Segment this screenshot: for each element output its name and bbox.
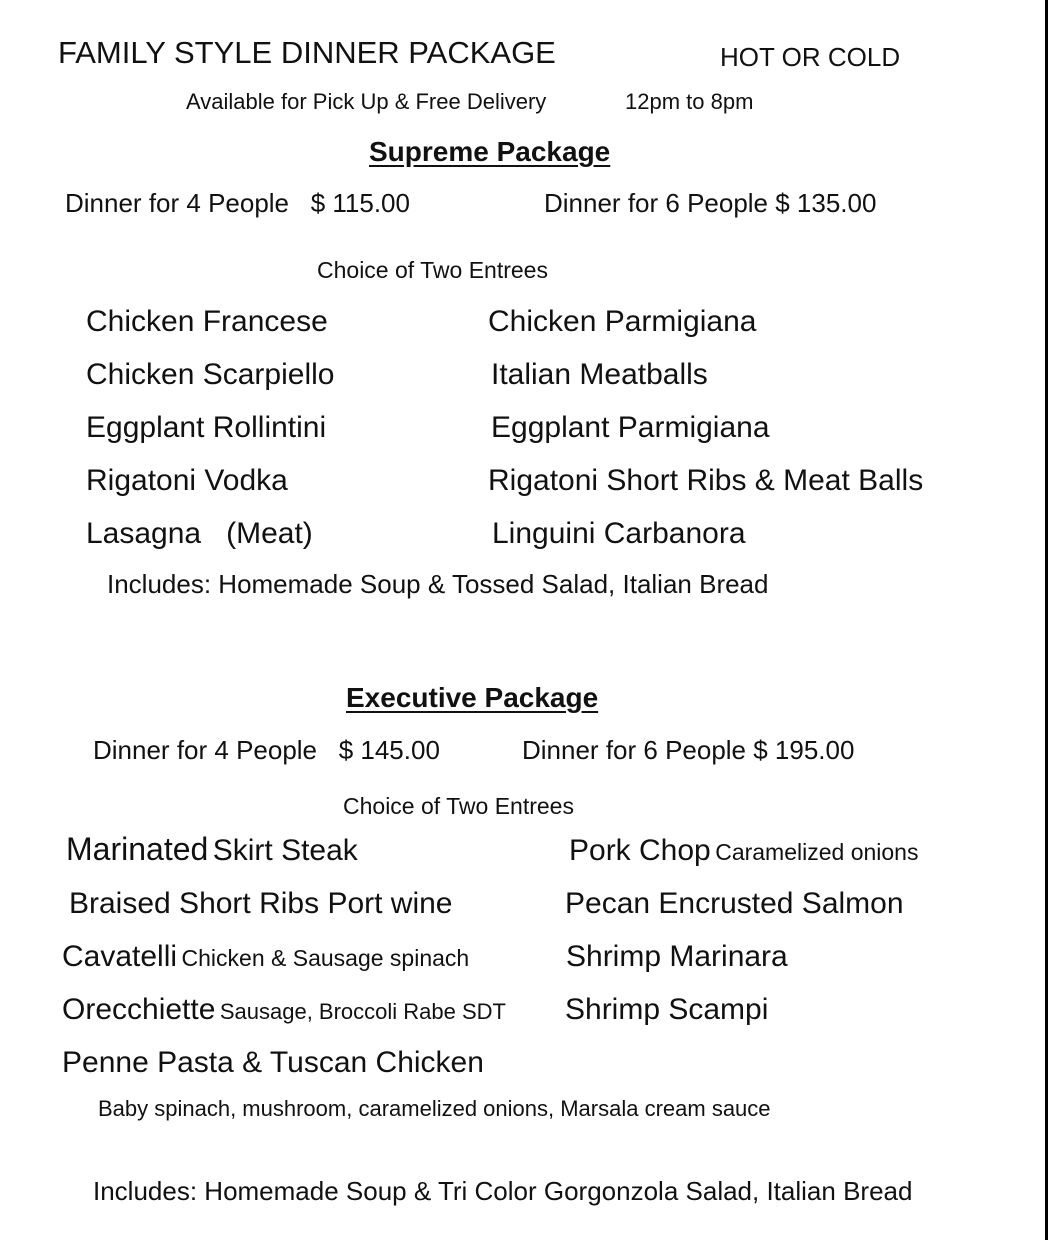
supreme-entree-right-5: Linguini Carbanora bbox=[492, 517, 746, 550]
entree-main: Braised Short Ribs Port wine bbox=[69, 887, 453, 920]
supreme-entree-right-2: Italian Meatballs bbox=[491, 358, 708, 391]
entree-sub: Chicken & Sausage spinach bbox=[181, 945, 470, 971]
supreme-includes: Includes: Homemade Soup & Tossed Salad, Italian Bread bbox=[107, 569, 769, 599]
entree-main: Orecchiette bbox=[62, 993, 216, 1026]
entree-sub: Sausage, Broccoli Rabe SDT bbox=[219, 999, 506, 1024]
supreme-price-4: Dinner for 4 People $ 115.00 bbox=[65, 188, 410, 218]
availability-text: Available for Pick Up & Free Delivery bbox=[186, 89, 547, 114]
executive-package-title: Executive Package bbox=[346, 682, 599, 713]
executive-entree-left-2 bbox=[69, 889, 453, 919]
penne-description: Baby spinach, mushroom, caramelized onions, Marsala cream sauce bbox=[98, 1096, 771, 1121]
supreme-package-title: Supreme Package bbox=[369, 136, 611, 167]
entree-sub: Skirt Steak bbox=[212, 834, 358, 867]
supreme-price-6: Dinner for 6 People $ 135.00 bbox=[544, 188, 877, 218]
executive-price-6: Dinner for 6 People $ 195.00 bbox=[522, 735, 855, 765]
entree-main: Penne Pasta & Tuscan Chicken bbox=[62, 1046, 484, 1079]
hours-text: 12pm to 8pm bbox=[625, 89, 754, 114]
executive-entree-right-1 bbox=[569, 836, 918, 866]
executive-entree-right-4 bbox=[565, 995, 768, 1025]
supreme-entree-left-4: Rigatoni Vodka bbox=[86, 464, 288, 497]
executive-choice-label: Choice of Two Entrees bbox=[343, 793, 574, 819]
supreme-entree-right-4: Rigatoni Short Ribs & Meat Balls bbox=[488, 464, 924, 497]
executive-entree-left-5 bbox=[62, 1048, 484, 1078]
page-right-border bbox=[1045, 0, 1048, 1240]
executive-price-4: Dinner for 4 People $ 145.00 bbox=[93, 735, 440, 765]
executive-entree-left-3 bbox=[62, 942, 469, 972]
entree-main: Shrimp Marinara bbox=[566, 940, 788, 973]
supreme-entree-left-2: Chicken Scarpiello bbox=[86, 358, 335, 391]
hot-or-cold-label: HOT OR COLD bbox=[720, 42, 901, 72]
entree-main: Cavatelli bbox=[62, 940, 178, 973]
supreme-entree-left-3: Eggplant Rollintini bbox=[86, 411, 327, 444]
executive-entree-left-4 bbox=[62, 995, 506, 1025]
entree-main: Shrimp Scampi bbox=[565, 993, 769, 1026]
entree-main: Pecan Encrusted Salmon bbox=[565, 887, 904, 920]
executive-entree-right-2 bbox=[565, 889, 904, 919]
supreme-entree-right-3: Eggplant Parmigiana bbox=[491, 411, 770, 444]
page-title: FAMILY STYLE DINNER PACKAGE bbox=[58, 35, 556, 70]
entree-main: Marinated bbox=[66, 831, 209, 867]
supreme-entree-left-5: Lasagna (Meat) bbox=[86, 517, 313, 550]
supreme-entree-right-1: Chicken Parmigiana bbox=[488, 305, 757, 338]
executive-entree-right-3 bbox=[566, 942, 788, 972]
executive-entree-left-1 bbox=[66, 833, 358, 866]
executive-includes: Includes: Homemade Soup & Tri Color Gorgonzola Salad, Italian Bread bbox=[93, 1176, 913, 1206]
entree-main: Pork Chop bbox=[569, 834, 711, 867]
supreme-entree-left-1: Chicken Francese bbox=[86, 305, 328, 338]
supreme-choice-label: Choice of Two Entrees bbox=[317, 257, 548, 283]
entree-sub: Caramelized onions bbox=[715, 839, 919, 865]
